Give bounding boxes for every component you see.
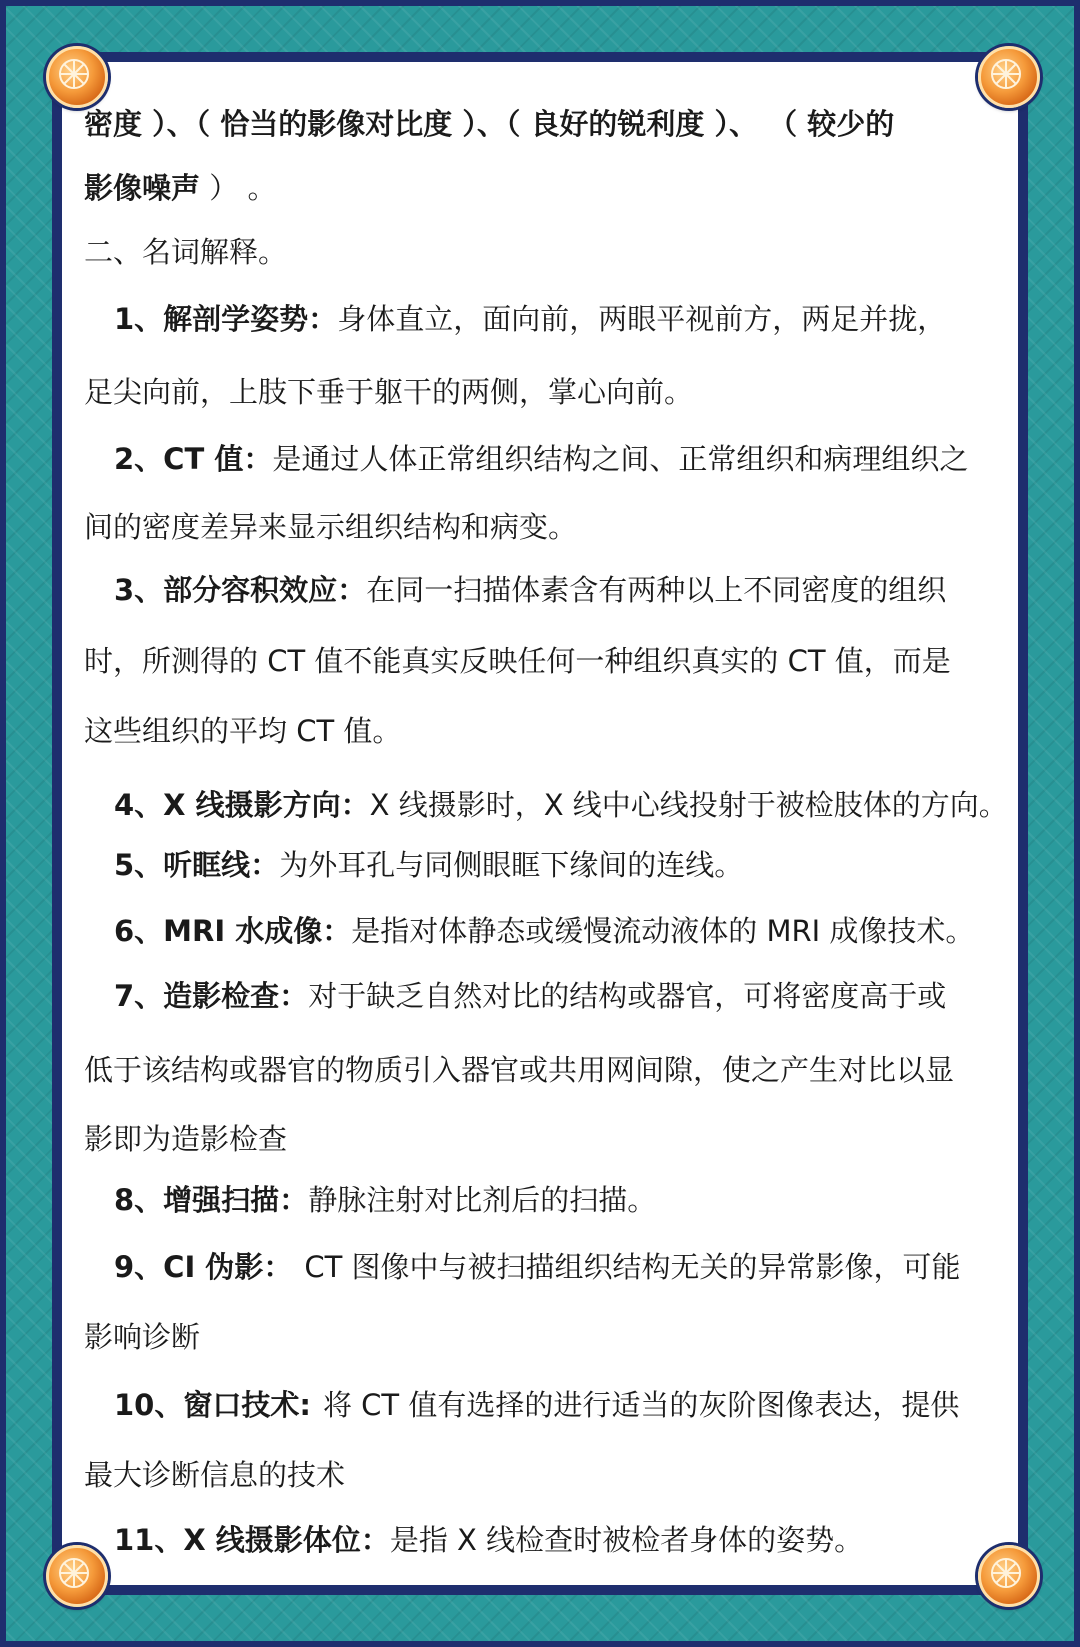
ornament-medallion-icon — [46, 1545, 108, 1607]
definition-1-cont: 足尖向前，上肢下垂于躯干的两侧，掌心向前。 — [84, 375, 694, 409]
definition-3 — [114, 570, 994, 610]
fill-in-answer: 良好的锐利度 — [530, 107, 705, 141]
definition-term: 1、解剖学姿势： — [114, 302, 338, 336]
definition-text: 将 CT 值有选择的进行适当的灰阶图像表达，提供 — [322, 1388, 960, 1422]
definition-text: 对于缺乏自然对比的结构或器官，可将密度高于或 — [308, 979, 947, 1013]
fill-in-text: ） 。 — [200, 171, 277, 205]
definition-text: 是指对体静态或缓慢流动液体的 MRI 成像技术。 — [351, 914, 975, 948]
definition-term: 10、窗口技术: — [114, 1388, 311, 1422]
definition-1 — [114, 299, 994, 339]
ornament-medallion-icon — [978, 1545, 1040, 1607]
definition-term: 3、部分容积效应： — [114, 573, 367, 607]
section-heading: 二、名词解释。 — [84, 235, 288, 269]
definition-text: 在同一扫描体素含有两种以上不同密度的组织 — [366, 573, 947, 607]
definition-term: 7、造影检查： — [114, 979, 309, 1013]
definition-10-cont: 最大诊断信息的技术 — [84, 1458, 346, 1492]
definition-term: 2、CT 值： — [114, 442, 273, 476]
definition-7-cont: 低于该结构或器官的物质引入器官或共用网间隙，使之产生对比以显 — [84, 1053, 955, 1087]
definition-6 — [114, 911, 994, 951]
definition-2-cont: 间的密度差异来显示组织结构和病变。 — [84, 510, 578, 544]
definition-term: 9、CI 伪影： — [114, 1250, 293, 1284]
definition-term: 6、MRI 水成像： — [114, 914, 352, 948]
definition-text: 是指 X 线检查时被检者身体的姿势。 — [389, 1523, 864, 1557]
definition-5 — [114, 845, 994, 885]
definition-7 — [114, 976, 994, 1016]
ornament-medallion-icon — [978, 46, 1040, 108]
ornament-medallion-icon — [46, 46, 108, 108]
definition-2 — [114, 439, 994, 479]
definition-9 — [114, 1247, 994, 1287]
fill-in-line-1 — [84, 104, 994, 144]
fill-in-answer: 较少的 — [807, 107, 895, 141]
definition-text: X 线摄影时，X 线中心线投射于被检肢体的方向。 — [369, 788, 1008, 822]
definition-3-cont: 时，所测得的 CT 值不能真实反映任何一种组织真实的 CT 值，而是 — [84, 644, 951, 678]
fill-in-line-2 — [84, 168, 994, 208]
definition-text: 是通过人体正常组织结构之间、正常组织和病理组织之 — [272, 442, 969, 476]
definition-term: 5、听眶线： — [114, 848, 280, 882]
fill-in-answer: 恰当的影像对比度 — [220, 107, 453, 141]
definition-text: CT 图像中与被扫描组织结构无关的异常影像，可能 — [304, 1250, 961, 1284]
fill-in-text: 密度 ）、（ — [84, 107, 221, 141]
fill-in-text: ）、（ — [452, 107, 531, 141]
definition-term: 4、X 线摄影方向： — [114, 788, 370, 822]
definition-8 — [114, 1180, 994, 1220]
definition-7-cont: 影即为造影检查 — [84, 1122, 288, 1156]
definition-3-cont: 这些组织的平均 CT 值。 — [84, 714, 402, 748]
definition-9-cont: 影响诊断 — [84, 1320, 201, 1354]
definition-term: 11、X 线摄影体位： — [114, 1523, 390, 1557]
definition-10 — [114, 1385, 994, 1425]
fill-in-text: ）、 （ — [704, 107, 808, 141]
definition-term: 8、增强扫描： — [114, 1183, 309, 1217]
fill-in-answer: 影像噪声 — [84, 171, 201, 205]
definition-text: 为外耳孔与同侧眼眶下缘间的连线。 — [279, 848, 744, 882]
definition-4 — [114, 785, 1008, 825]
definition-text: 身体直立，面向前，两眼平视前方，两足并拢， — [337, 302, 947, 336]
definition-text: 静脉注射对比剂后的扫描。 — [308, 1183, 657, 1217]
definition-11 — [114, 1520, 994, 1560]
